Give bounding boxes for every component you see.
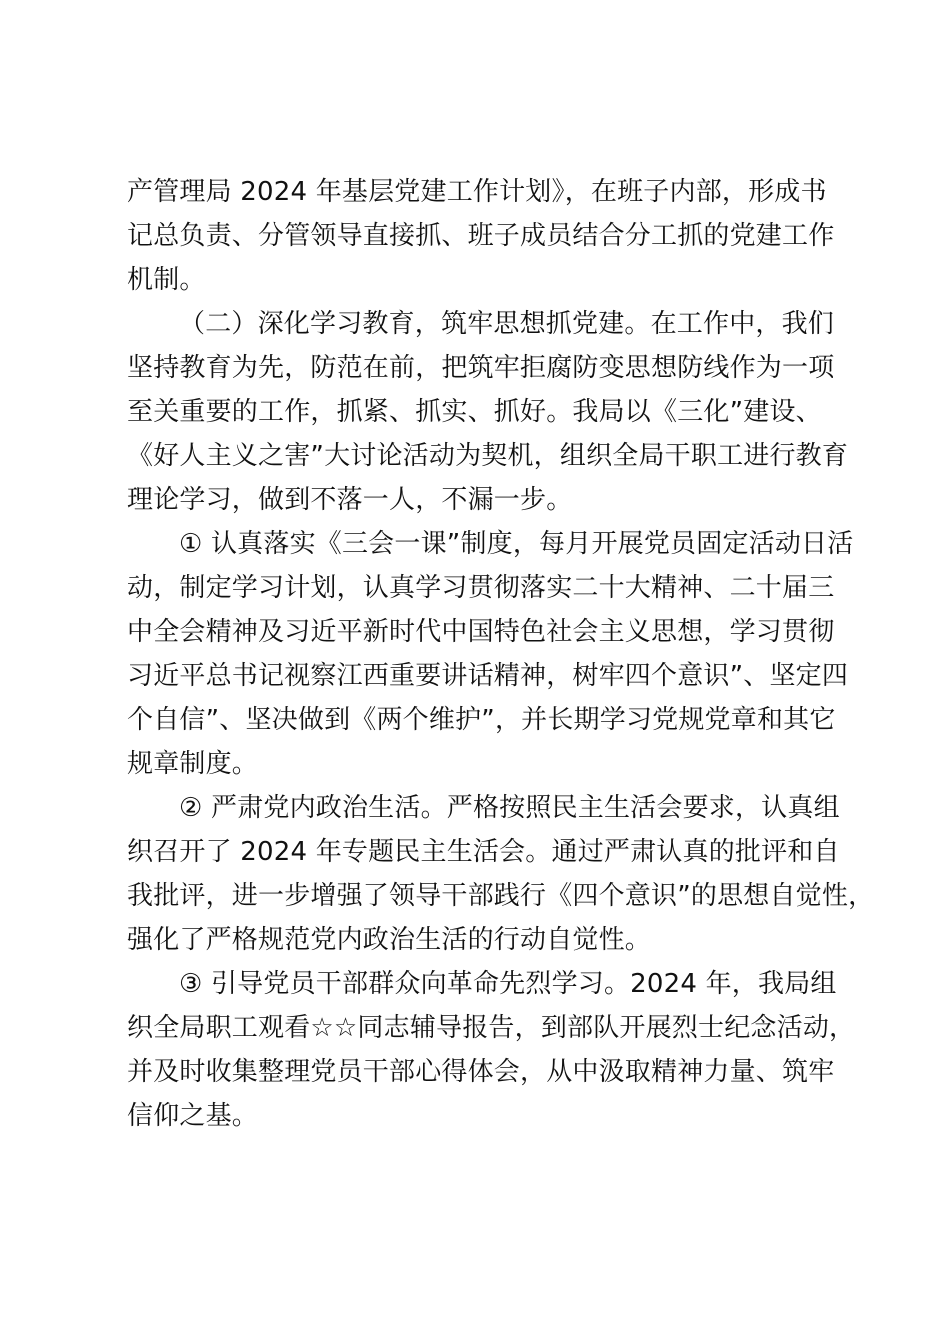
text-line: 织全局职工观看☆☆同志辅导报告，到部队开展烈士纪念活动， <box>127 1013 856 1043</box>
text-line: 织召开了 2024 年专题民主生活会。通过严肃认真的批评和自 <box>127 837 840 867</box>
text-line: 《好人主义之害”大讨论活动为契机，组织全局干职工进行教育 <box>127 441 849 471</box>
paragraph-item-2 <box>127 786 875 962</box>
text-line: 记总负责、分管领导直接抓、班子成员结合分工抓的党建工作 <box>127 221 835 251</box>
text-line: 动，制定学习计划，认真学习贯彻落实二十大精神、二十届三 <box>127 573 835 603</box>
text-line: 并及时收集整理党员干部心得体会，从中汲取精神力量、筑牢 <box>127 1057 835 1087</box>
paragraph-work-mechanism <box>127 170 837 302</box>
text-line: 机制。 <box>127 265 206 295</box>
text-line: 强化了严格规范党内政治生活的行动自觉性。 <box>127 925 652 955</box>
text-line: ③ 引导党员干部群众向革命先烈学习。2024 年，我局组 <box>179 969 837 999</box>
text-line: 坚持教育为先，防范在前，把筑牢拒腐防变思想防线作为一项 <box>127 353 835 383</box>
text-line: （二）深化学习教育，筑牢思想抓党建。在工作中，我们 <box>179 309 835 339</box>
text-line: 习近平总书记视察江西重要讲话精神，树牢四个意识”、坚定四 <box>127 661 849 691</box>
text-line: 理论学习，做到不落一人，不漏一步。 <box>127 485 573 515</box>
paragraph-item-1 <box>127 522 854 786</box>
paragraph-item-3 <box>127 962 856 1138</box>
text-line: 我批评，进一步增强了领导干部践行《四个意识”的思想自觉性， <box>127 881 875 911</box>
text-line: ② 严肃党内政治生活。严格按照民主生活会要求，认真组 <box>179 793 840 823</box>
text-line: 至关重要的工作，抓紧、抓实、抓好。我局以《三化”建设、 <box>127 397 822 427</box>
text-line: 个自信”、坚决做到《两个维护”，并长期学习党规党章和其它 <box>127 705 836 735</box>
text-line: ① 认真落实《三会一课”制度，每月开展党员固定活动日活 <box>179 529 854 559</box>
text-line: 产管理局 2024 年基层党建工作计划》，在班子内部，形成书 <box>127 177 827 207</box>
paragraph-study-education <box>127 302 849 522</box>
text-line: 信仰之基。 <box>127 1101 259 1131</box>
document-body <box>127 170 875 1138</box>
text-line: 中全会精神及习近平新时代中国特色社会主义思想，学习贯彻 <box>127 617 835 647</box>
text-line: 规章制度。 <box>127 749 259 779</box>
